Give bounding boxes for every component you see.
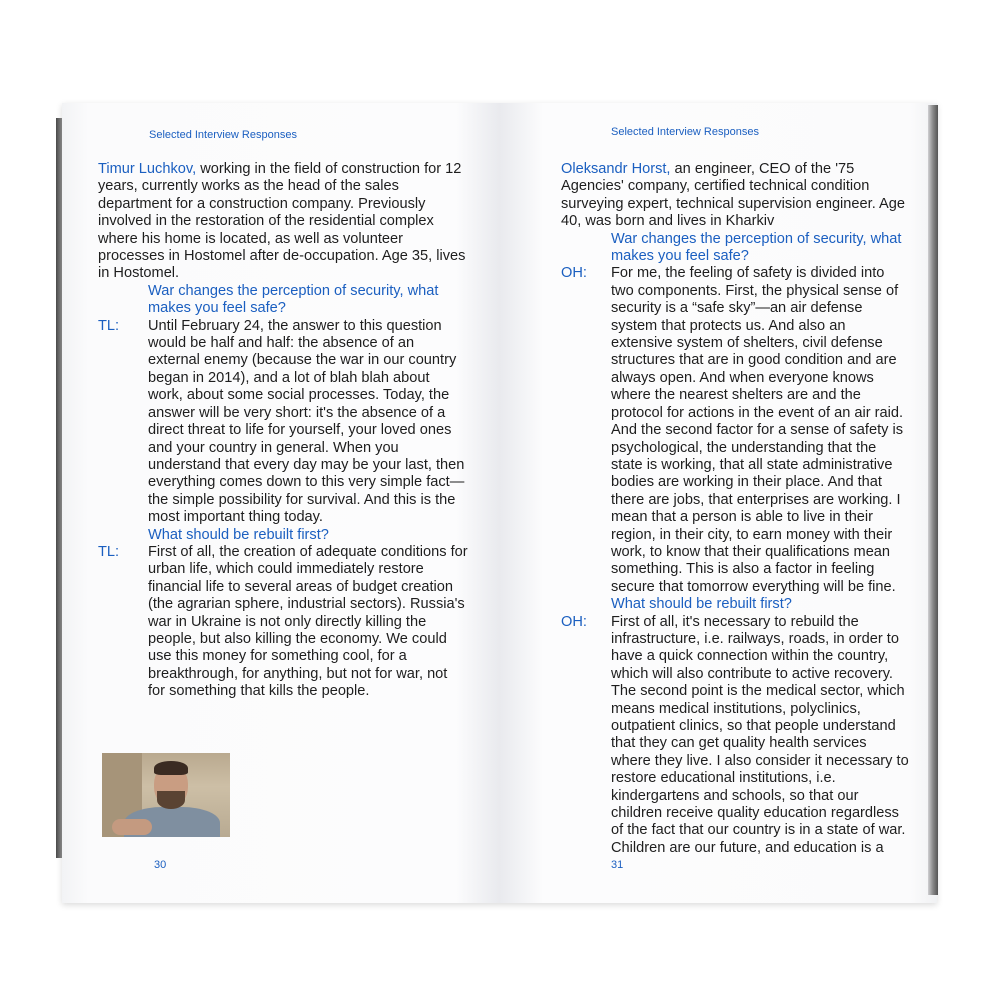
answer-text: First of all, the creation of adequate conditions for urban life, which could immediately restore financial life to several areas of budget creation (the agrarian sphere, industrial sectors). Russia's war in Ukraine is not only directly killing the people, but also killing the economy. We could use this money for something cool, for a breakthrough, for anything, but not for war, not for something that kills the people.	[148, 543, 468, 700]
answer-rebuild	[98, 544, 468, 701]
intro-bio: working in the field of construction for 12 years, currently works as the head of the sales department for a construction company. Previously involved in the restoration of the residential complex where his home is located, as well as volunteer processes in Hostomel after de-occupation. Age 35, lives in Hostomel.	[98, 161, 466, 282]
intro-bio: an engineer, CEO of the '75 Agencies' company, certified technical condition surveying expert, technical supervision engineer. Age 40, was born and lives in Kharkiv	[561, 161, 905, 230]
page-number: 30	[154, 859, 167, 871]
left-page	[70, 103, 500, 903]
answer-security	[561, 265, 909, 596]
answer-security	[98, 318, 468, 527]
speaker-label: TL:	[98, 317, 120, 334]
question-rebuild: What should be rebuilt first?	[611, 596, 792, 613]
intro-paragraph	[98, 161, 468, 283]
page-number: 31	[611, 859, 624, 871]
portrait-photo	[102, 753, 230, 837]
question-rebuild: What should be rebuilt first?	[148, 526, 329, 543]
speaker-label: OH:	[561, 613, 587, 630]
answer-rebuild	[561, 614, 909, 858]
intro-paragraph	[561, 161, 909, 231]
book-edge-right	[928, 105, 938, 895]
answer-text: For me, the feeling of safety is divided into two components. First, the physical sense of security is a “safe sky”—an air defense system that protects us. And also an extensive system of shelters, civil defense structures that are in good condition and are always open. And when everyone knows where the nearest shelters are and the protocol for actions in the event of an air raid. And the second factor for a sense of safety is psychological, the understanding that the state is working, that all state administrative bodies are working in their place. And that there are jobs, that enterprises are working. I mean that a person is able to live in their region, in their city, to earn money with their work, to know that their qualifications mean something. This is also a factor in feeling secure that tomorrow everything will be fine.	[611, 265, 904, 595]
interview-text-left	[98, 161, 468, 701]
answer-text: First of all, it's necessary to rebuild the infrastructure, i.e. railways, roads, in order to have a quick connection within the country, which will also contribute to active recovery. The second point is the medical sector, which means medical institutions, polyclinics, outpatient clinics, so that people understand that they can get quality health services where they live. I also consider it necessary to restore educational institutions, i.e. kindergartens and schools, so that our children receive quality education regardless of the fact that our country is in a state of war. Children are our future, and education is a	[611, 613, 909, 856]
answer-text: Until February 24, the answer to this question would be half and half: the absence of an external enemy (because the war in our country began in 2014), and a lot of blah blah about work, about some social processes. Today, the answer will be very short: it's the absence of a direct threat to life for yourself, your loved ones and your country in general. When you understand that every day may be your last, then everything comes down to this very simple fact—the simple possibility for survival. And this is the most important thing today.	[148, 317, 465, 526]
interview-text-right	[561, 161, 909, 857]
speaker-label: OH:	[561, 265, 587, 282]
interviewee-name: Timur Luchkov,	[98, 161, 197, 177]
running-head: Selected Interview Responses	[149, 129, 297, 141]
running-head: Selected Interview Responses	[611, 126, 759, 138]
interviewee-name: Oleksandr Horst,	[561, 161, 671, 177]
speaker-label: TL:	[98, 543, 120, 560]
question-security: War changes the perception of security, what makes you feel safe?	[611, 230, 902, 265]
right-page	[500, 103, 928, 903]
question-security: War changes the perception of security, what makes you feel safe?	[148, 282, 439, 317]
